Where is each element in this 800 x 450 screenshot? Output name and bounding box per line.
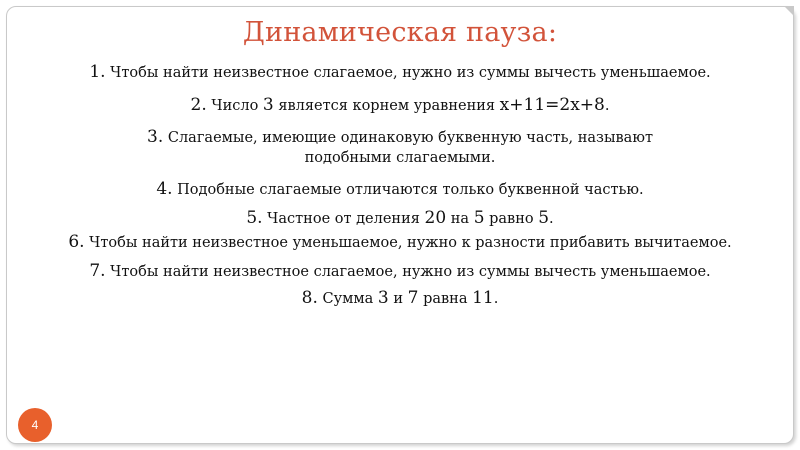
statement-5 xyxy=(0,208,800,228)
statement-text: Сумма xyxy=(317,291,378,307)
statement-8 xyxy=(0,288,800,308)
statement-text: равна xyxy=(418,291,473,307)
statement-number: 1. xyxy=(89,62,106,82)
statement-text: Чтобы найти неизвестное слагаемое, нужно из суммы вычесть уменьшаемое. xyxy=(105,264,711,280)
statement-2 xyxy=(0,95,800,115)
slide-number-badge: 4 xyxy=(18,408,52,442)
statement-text: является корнем уравнения xyxy=(273,98,500,114)
statement-text: равно xyxy=(484,211,539,227)
statement-number: 3. xyxy=(147,127,164,147)
statement-text: Частное от деления xyxy=(262,211,425,227)
statement-3-continuation xyxy=(0,150,800,166)
statement-text: Слагаемые, имеющие одинаковую буквенную часть, называют xyxy=(163,130,653,146)
equation: х+11=2х+8 xyxy=(499,95,605,115)
slide-title: Динамическая пауза: xyxy=(242,17,558,48)
statement-value: 11 xyxy=(472,288,494,308)
statement-text: Чтобы найти неизвестное слагаемое, нужно из суммы вычесть уменьшаемое. xyxy=(105,65,711,81)
statement-value: 20 xyxy=(424,208,447,228)
statement-7 xyxy=(0,261,800,281)
statement-number: 2. xyxy=(190,95,207,115)
statement-value: 7 xyxy=(407,288,419,308)
statement-text: . xyxy=(549,211,554,227)
statement-3 xyxy=(0,127,800,147)
statement-value: 5 xyxy=(538,208,550,228)
statement-text: на xyxy=(446,211,474,227)
statement-number: 4. xyxy=(156,179,173,199)
statement-value: 3 xyxy=(377,288,389,308)
frame-corner-fold xyxy=(784,6,794,16)
statement-number: 8. xyxy=(301,288,318,308)
statement-number: 5. xyxy=(246,208,263,228)
statement-text: Число xyxy=(206,98,263,114)
statement-text: подобными слагаемыми. xyxy=(304,150,496,166)
statement-6 xyxy=(0,232,800,252)
statement-value: 5 xyxy=(473,208,485,228)
statement-value: 3 xyxy=(262,95,274,115)
statement-number: 6. xyxy=(68,232,85,252)
statement-text: . xyxy=(493,291,499,307)
statement-text: Чтобы найти неизвестное уменьшаемое, нужно к разности прибавить вычитаемое. xyxy=(84,235,732,251)
statement-text: и xyxy=(388,291,408,307)
statement-text: . xyxy=(604,98,610,114)
statement-4 xyxy=(0,179,800,199)
statement-text: Подобные слагаемые отличаются только буквенной частью. xyxy=(172,182,644,198)
statement-1 xyxy=(0,62,800,82)
statement-number: 7. xyxy=(89,261,106,281)
